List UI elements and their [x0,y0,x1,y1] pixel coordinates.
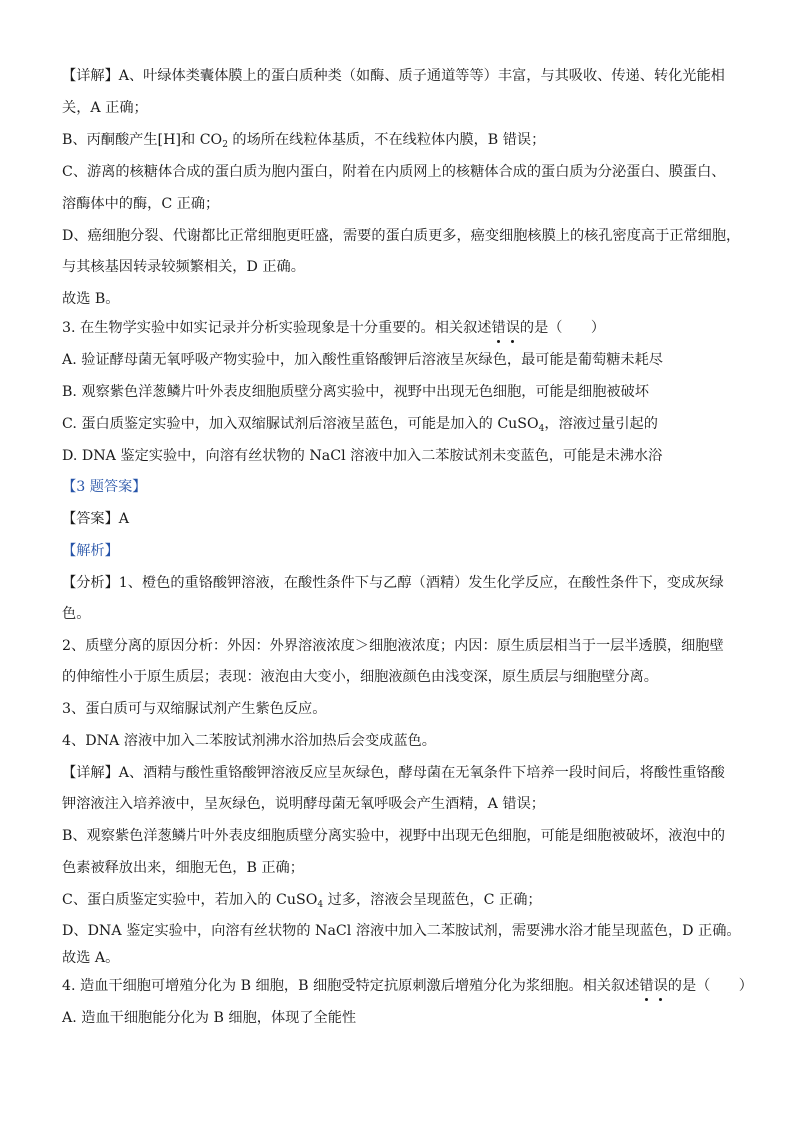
q2-detail-b: B、丙酮酸产生[H]和 $CO_2$ 的场所在线粒体基质，不在线粒体内膜，B 错误； [62,132,546,150]
emphasis-char: 错 [639,978,654,994]
q3-answer: 【答案】A [62,511,129,527]
emphasis-char: 误 [505,320,520,336]
q3-detail-d: D、DNA 鉴定实验中，向溶有丝状物的 NaCl 溶液中加入二苯胺试剂，需要沸水浴才能呈现蓝色，D 正确。 [62,923,741,939]
q3-stem: 3. 在生物学实验中如实记录并分析实验现象是十分重要的。相关叙述错误的是（ ） [62,320,606,336]
q3-detail-b-line1: B、观察紫色洋葱鳞片叶外表皮细胞质壁分离实验中，视野中出现无色细胞，可能是细胞被破坏，液泡中的 [62,828,726,844]
q3-analysis-3: 3、蛋白质可与双缩脲试剂产生紫色反应。 [62,701,327,717]
q2-detail-c-line1: C、游离的核糖体合成的蛋白质为胞内蛋白，附着在内质网上的核糖体合成的蛋白质为分泌蛋白、膜蛋白、 [62,164,726,180]
q2-choice: 故选 B。 [62,291,120,307]
q3-option-a: A. 验证酵母菌无氧呼吸产物实验中，加入酸性重铬酸钾后溶液呈灰绿色，最可能是葡萄糖未耗尽 [62,352,663,368]
q3-analysis-2-line1: 2、质壁分离的原因分析：外因：外界溶液浓度＞细胞液浓度；内因：原生质层相当于一层半透膜，细胞壁 [62,638,724,654]
q2-detail-d-line1: D、癌细胞分裂、代谢都比正常细胞更旺盛，需要的蛋白质更多，癌变细胞核膜上的核孔密度高于正常细胞， [62,228,741,244]
q3-analysis-2-line2: 的伸缩性小于原生质层；表现：液泡由大变小，细胞液颜色由浅变深，原生质层与细胞壁分离。 [62,669,658,685]
q2-detail-c-line2: 溶酶体中的酶，C 正确； [62,196,220,212]
q3-analysis-header: 【解析】 [62,543,119,559]
q3-detail-b-line2: 色素被释放出来，细胞无色，B 正确； [62,860,304,876]
q3-analysis-1-line2: 色。 [62,606,91,622]
q3-option-b: B. 观察紫色洋葱鳞片叶外表皮细胞质壁分离实验中，视野中出现无色细胞，可能是细胞被破坏 [62,384,649,400]
q3-detail-c: C、蛋白质鉴定实验中，若加入的 CuSO$_4$ 过多，溶液会呈现蓝色，C 正确； [62,892,542,910]
q4-stem: 4. 造血干细胞可增殖分化为 B 细胞，B 细胞受特定抗原刺激后增殖分化为浆细胞。相关叙述错误的是（ ） [62,978,753,994]
q3-analysis-4: 4、DNA 溶液中加入二苯胺试剂沸水浴加热后会变成蓝色。 [62,733,436,749]
q3-choice: 故选 A。 [62,950,120,966]
q4-option-a: A. 造血干细胞能分化为 B 细胞，体现了全能性 [62,1010,357,1026]
q2-detail-a-line1: 【详解】A、叶绿体类囊体膜上的蛋白质种类（如酶、质子通道等等）丰富，与其吸收、传递、转化光能相 [62,68,725,84]
emphasis-char: 误 [653,978,668,994]
q3-option-c: C. 蛋白质鉴定实验中，加入双缩脲试剂后溶液呈蓝色，可能是加入的 CuSO$_4$，溶液过量引起的 [62,416,658,434]
emphasis-char: 错 [491,320,506,336]
q2-detail-a-line2: 关，A 正确； [62,100,148,116]
q3-detail-a-line1: 【详解】A、酒精与酸性重铬酸钾溶液反应呈灰绿色，酵母菌在无氧条件下培养一段时间后，将酸性重铬酸 [62,765,725,781]
q3-detail-a-line2: 钾溶液注入培养液中，呈灰绿色，说明酵母菌无氧呼吸会产生酒精，A 错误； [62,796,545,812]
q3-analysis-1-line1: 【分析】1、橙色的重铬酸钾溶液，在酸性条件下与乙醇（酒精）发生化学反应，在酸性条件下，变成灰绿 [62,575,724,591]
q3-option-d: D. DNA 鉴定实验中，向溶有丝状物的 NaCl 溶液中加入二苯胺试剂未变蓝色，可能是未沸水浴 [62,448,663,464]
q3-answer-header: 【3 题答案】 [62,479,147,495]
q2-detail-d-line2: 与其核基因转录较频繁相关，D 正确。 [62,259,305,275]
